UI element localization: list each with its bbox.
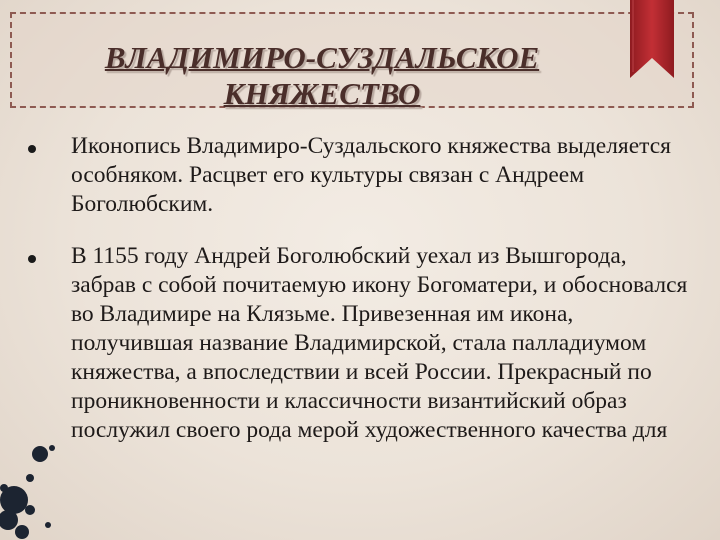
bookmark-ribbon-icon — [627, 0, 677, 80]
list-item — [26, 242, 696, 445]
bullet-dot-icon — [28, 255, 36, 263]
slide-title — [52, 40, 592, 112]
ink-splash-decoration — [0, 430, 80, 540]
bullet-dot-icon — [28, 145, 36, 153]
bullet-list — [26, 132, 696, 468]
title-line-1: ВЛАДИМИРО-СУЗДАЛЬСКОЕ — [104, 40, 540, 75]
bullet-text: В 1155 году Андрей Боголюбский уехал из Вышгорода, забрав с собой почитаемую икону Богоматери, и обосновался во Владимире на Клязьме. Привезенная им икона, получившая название Владимирской, стала палладиумом княжества, а впоследствии и всей России. Прекрасный по проникновенности и классичности византийский образ послужил своего рода мерой художественного качества для — [71, 243, 688, 443]
bullet-text: Иконопись Владимиро-Суздальского княжества выделяется особняком. Расцвет его культуры связан с Андреем Боголюбским. — [71, 133, 671, 217]
list-item — [26, 132, 696, 219]
title-line-2: КНЯЖЕСТВО — [223, 76, 421, 111]
title-frame — [10, 12, 694, 111]
